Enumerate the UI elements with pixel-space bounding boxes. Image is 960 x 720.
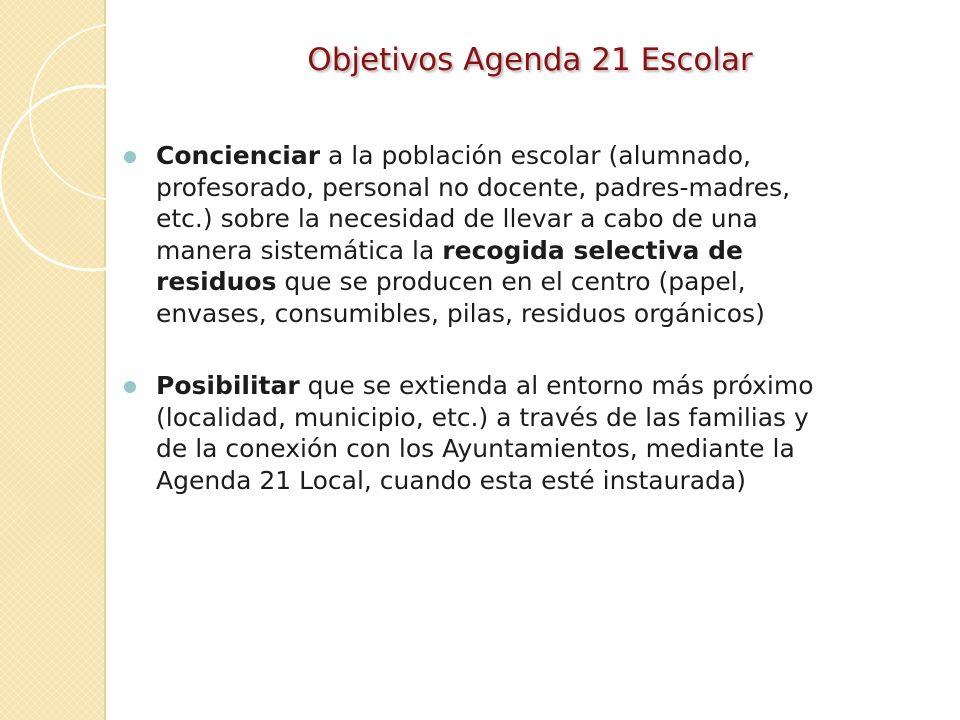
text-segment: que se extienda al entorno más próximo (localidad, municipio, etc.) a través de las familias y de la conexión con los Ayuntamientos, mediante la Agenda 21 Local, cuando esta esté instaurada)	[156, 371, 814, 495]
bullet-dot-icon	[124, 381, 136, 393]
bullet-item-posibilitar	[120, 370, 840, 496]
text-segment: que se producen en el centro (papel, envases, consumibles, pilas, residuos orgánicos)	[156, 267, 765, 328]
bullet-text	[156, 371, 814, 495]
bullet-text	[156, 141, 790, 328]
text-segment: a la población escolar (alumnado, profesorado, personal no docente, padres-madres, etc.) sobre la necesidad de llevar a cabo de una manera sistemática la	[156, 141, 791, 265]
keyword-concienciar: Concienciar	[156, 141, 321, 170]
slide-title: Objetivos Agenda 21 Escolar	[307, 42, 753, 78]
bullet-list	[120, 140, 840, 496]
keyword-recogida-selectiva: recogida selectiva de residuos	[156, 235, 743, 296]
keyword-posibilitar: Posibilitar	[156, 371, 300, 400]
bullet-dot-icon	[124, 151, 136, 163]
bullet-item-concienciar	[120, 140, 840, 329]
